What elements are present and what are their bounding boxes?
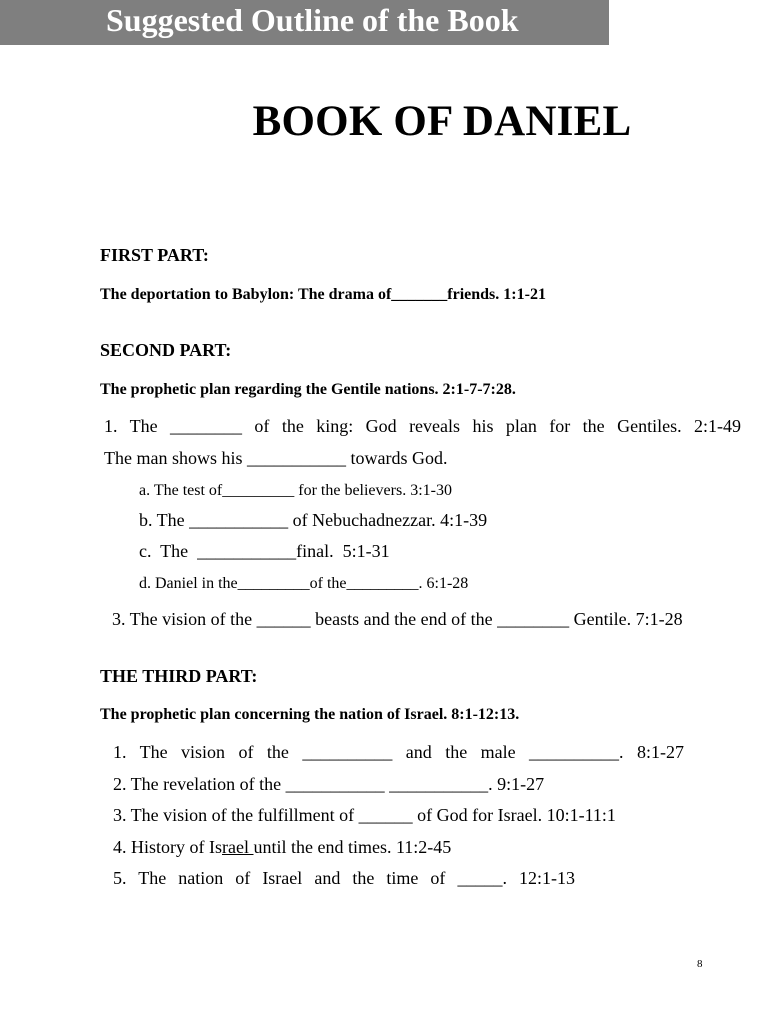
second-part-summary: The prophetic plan regarding the Gentile nations. 2:1-7-7:28. <box>100 381 516 398</box>
second-part-sub-b: b. The ___________ of Nebuchadnezzar. 4:1-39 <box>139 510 488 530</box>
third-part-item-4-start: 4. History of Is <box>113 837 222 857</box>
section-banner <box>0 0 609 45</box>
second-part-item-1: 1. The ________ of the king: God reveals his plan for the Gentiles. 2:1-49 <box>104 416 741 436</box>
third-part-item-2: 2. The revelation of the ___________ ___________. 9:1-27 <box>113 774 545 794</box>
third-part-item-4 <box>113 837 451 858</box>
third-part-item-3: 3. The vision of the fulfillment of ______ of God for Israel. 10:1-11:1 <box>113 805 616 825</box>
third-part-summary: The prophetic plan concerning the nation of Israel. 8:1-12:13. <box>100 706 520 723</box>
first-part-summary: The deportation to Babylon: The drama of_______friends. 1:1-21 <box>100 286 546 303</box>
first-part-heading: FIRST PART: <box>100 245 209 265</box>
second-part-sub-a: a. The test of_________ for the believers. 3:1-30 <box>139 482 452 499</box>
second-part-sub-c: c. The ___________final. 5:1-31 <box>139 541 390 561</box>
third-part-item-1: 1. The vision of the __________ and the male __________. 8:1-27 <box>113 742 684 762</box>
document-title: BOOK OF DANIEL <box>252 98 632 145</box>
third-part-item-4-underlined: rael <box>222 837 254 857</box>
second-part-sub-d: d. Daniel in the_________of the_________. 6:1-28 <box>139 575 469 592</box>
third-part-item-4-end: until the end times. 11:2-45 <box>253 837 452 857</box>
banner-title: Suggested Outline of the Book <box>106 2 519 38</box>
page-number: 8 <box>697 958 703 970</box>
third-part-heading: THE THIRD PART: <box>100 666 258 686</box>
second-part-heading: SECOND PART: <box>100 340 232 360</box>
second-part-item-1-continued: The man shows his ___________ towards God. <box>104 448 448 468</box>
third-part-item-5: 5. The nation of Israel and the time of _____. 12:1-13 <box>113 868 575 888</box>
second-part-item-3: 3. The vision of the ______ beasts and the end of the ________ Gentile. 7:1-28 <box>112 609 683 629</box>
